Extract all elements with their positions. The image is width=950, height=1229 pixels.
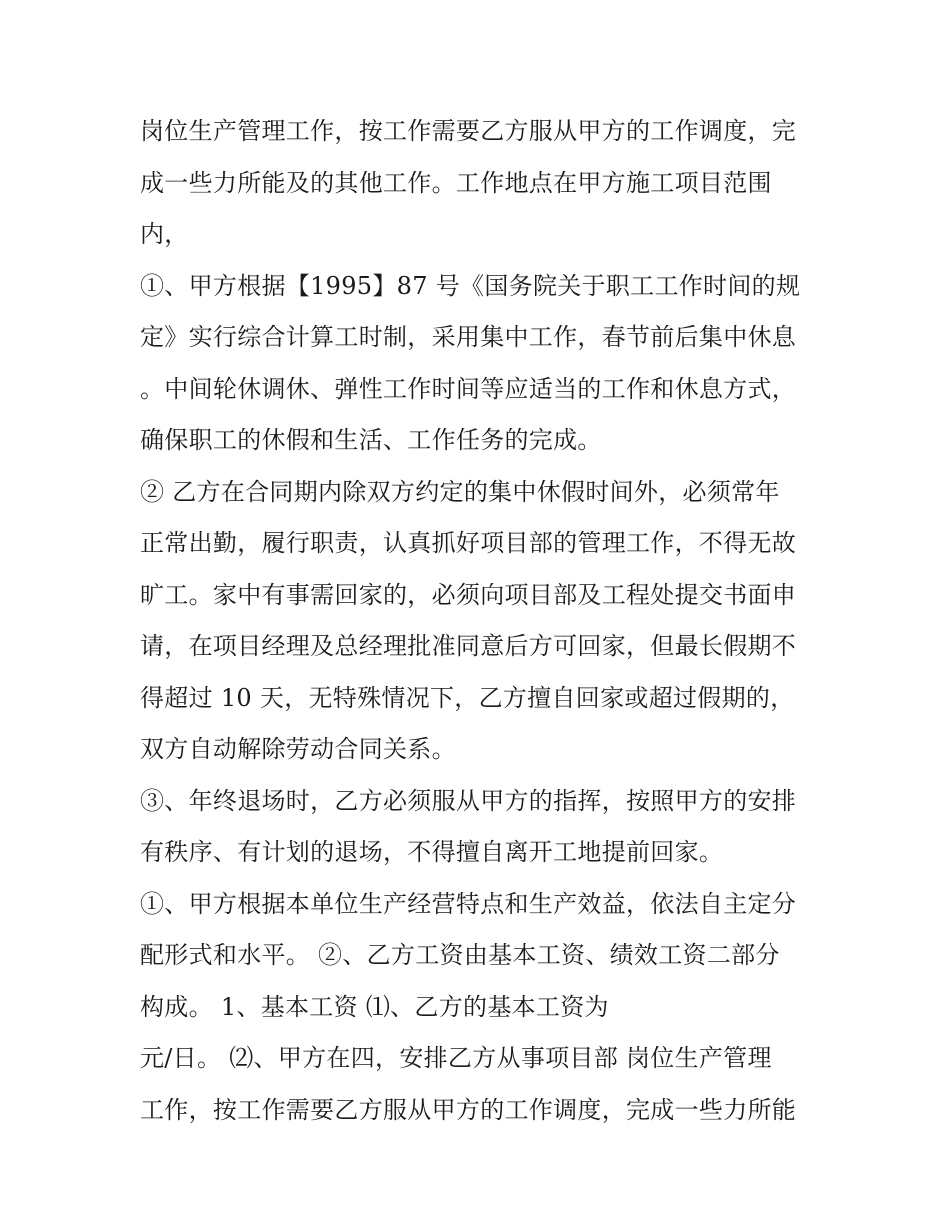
text-line: 元/日。 ⑵、甲方在四，安排乙方从事项目部 岗位生产管理 <box>140 1044 772 1072</box>
text-line: 工作，按工作需要乙方服从甲方的工作调度，完成一些力所能 <box>140 1095 797 1124</box>
text-line: ③、年终退场时，乙方必须服从甲方的指挥，按照甲方的安排 <box>140 786 797 815</box>
text-line: 有秩序、有计划的退场，不得擅自离开工地提前回家。 <box>140 838 724 866</box>
text-line: 定》实行综合计算工时制，采用集中工作，春节前后集中休息 <box>140 323 797 351</box>
text-line: 正常出勤，履行职责，认真抓好项目部的管理工作，不得无故 <box>140 529 797 557</box>
text-line: 旷工。家中有事需回家的，必须向项目部及工程处提交书面申 <box>140 580 797 609</box>
text-line: 请，在项目经理及总经理批准同意后方可回家，但最长假期不 <box>140 632 797 660</box>
text-line: 。中间轮休调休、弹性工作时间等应适当的工作和休息方式， <box>140 374 797 403</box>
text-line: 岗位生产管理工作，按工作需要乙方服从甲方的工作调度，完 <box>140 117 797 145</box>
text-line: 双方自动解除劳动合同关系。 <box>140 735 456 763</box>
text-line: 成一些力所能及的其他工作。工作地点在甲方施工项目范围 <box>140 168 772 197</box>
text-line: 得超过 10 天，无特殊情况下，乙方擅自回家或超过假期的， <box>140 683 795 712</box>
text-line: ①、甲方根据【1995】87 号《国务院关于职工工作时间的规 <box>140 271 801 300</box>
contract-body-text <box>140 106 830 1136</box>
text-line: 配形式和水平。 ②、乙方工资由基本工资、绩效工资二部分 <box>140 941 780 969</box>
text-line: ② 乙方在合同期内除双方约定的集中休假时间外，必须常年 <box>140 477 780 506</box>
text-line: ①、甲方根据本单位生产经营特点和生产效益，依法自主定分 <box>140 889 797 918</box>
text-line: 确保职工的休假和生活、工作任务的完成。 <box>140 426 602 454</box>
text-line: 构成。 1、基本工资 ⑴、乙方的基本工资为 <box>140 992 609 1021</box>
text-line: 内， <box>140 220 189 248</box>
